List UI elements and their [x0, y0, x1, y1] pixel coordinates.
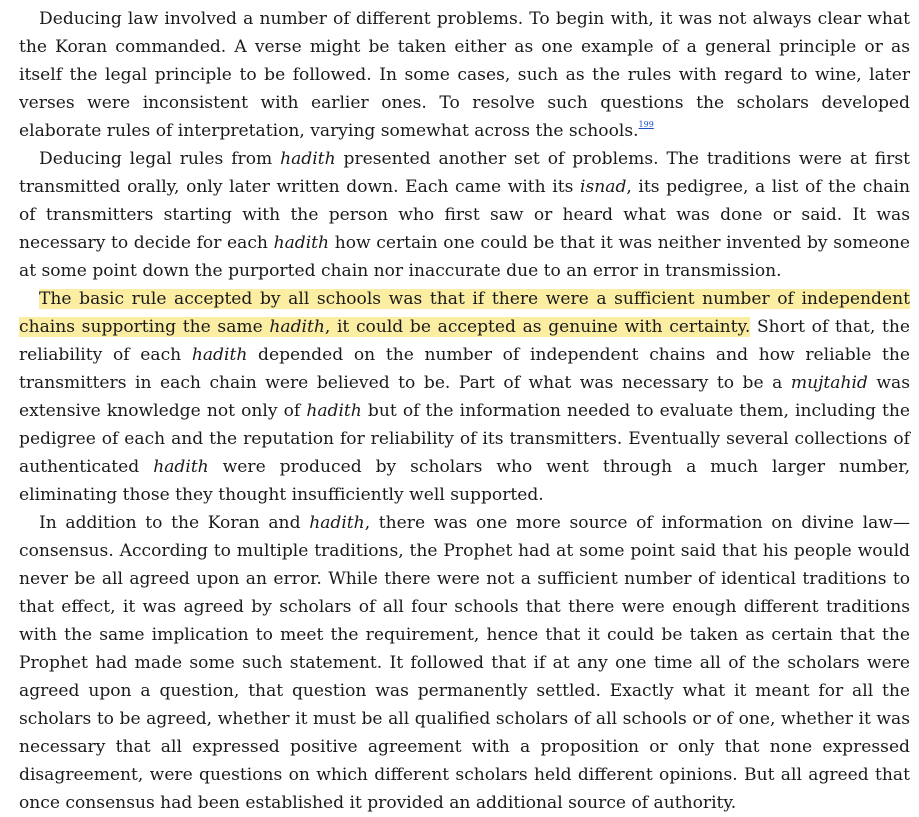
italic-term: mujtahid: [790, 373, 868, 393]
paragraph-text: , its pedigree, a list of the chain of transmitters starting with the person who first saw or heard what was done or said. It was necessary to decide for each: [19, 177, 911, 253]
italic-term: hadith: [273, 233, 330, 253]
book-text: [19, 5, 910, 817]
paragraph-text: but of the information needed to evaluate them, including the pedigree of each and the reputation for reliability of its transmitters. Eventually several collections of authenticated: [19, 401, 910, 477]
paragraph-text: Deducing law involved a number of different problems. To begin with, it was not always clear what the Koran commanded. A verse might be taken either as one example of a general principle or as itself the legal principle to be followed. In some cases, such as the rules with regard to wine, later verses were inconsistent with earlier ones. To resolve such questions the scholars developed elaborate rules of interpretation, varying somewhat across the schools.: [19, 9, 910, 141]
paragraph-interpretation: [19, 5, 910, 145]
paragraph-text: , there was one more source of information on divine law—consensus. According to multiple traditions, the Prophet had at some point said that his people would never be all agreed upon an error. While there were not a sufficient number of identical traditions to that effect, it was agreed by scholars of all four schools that there were enough different traditions with the same implication to meet the requirement, hence that it could be taken as certain that the Prophet had made some such statement. It followed that if at any one time all of the scholars were agreed upon a question, that question was permanently settled. Exactly what it meant for all the scholars to be agreed, whether it must be all qualified scholars of all schools or of one, whether it was necessary that all expressed positive agreement with a proposition or only that none expressed disagreement, were questions on which different scholars held different opinions. But all agreed that once consensus had been established it provided an additional source of authority.: [19, 513, 910, 813]
paragraph-text: In addition to the Koran and: [39, 513, 310, 533]
italic-term: hadith: [269, 317, 325, 337]
paragraph-consensus: [19, 509, 910, 817]
italic-term: hadith: [309, 513, 365, 533]
paragraph-text: Deducing legal rules from: [39, 149, 281, 169]
paragraph-text: Short of that, the reliability of each: [19, 317, 910, 365]
paragraph-text: was extensive knowledge not only of: [19, 373, 910, 421]
italic-term: hadith: [191, 345, 248, 365]
paragraph-text: were produced by scholars who went through a much larger number, eliminating those they thought insufficiently well supported.: [19, 457, 911, 505]
paragraph-text: how certain one could be that it was neither invented by someone at some point down the purported chain nor inaccurate due to an error in transmission.: [19, 233, 910, 281]
italic-term: hadith: [280, 149, 336, 169]
paragraph-text: presented another set of problems. The traditions were at first transmitted orally, only later written down. Each came with its: [19, 149, 910, 197]
paragraph-text: depended on the number of independent chains and how reliable the transmitters in each chain were believed to be. Part of what was necessary to be a: [19, 345, 910, 393]
italic-term: hadith: [306, 401, 362, 421]
italic-term: hadith: [153, 457, 209, 477]
paragraph-hadith-problems: [19, 145, 910, 285]
italic-term: isnad: [580, 177, 627, 197]
highlighted-text: , it could be accepted as genuine with certainty.: [324, 317, 751, 337]
paragraph-basic-rule: [19, 285, 910, 509]
footnote-link[interactable]: 199: [638, 120, 654, 129]
highlighted-text: The basic rule accepted by all schools was that if there were a sufficient number of independent chains supporting the same: [19, 289, 910, 337]
